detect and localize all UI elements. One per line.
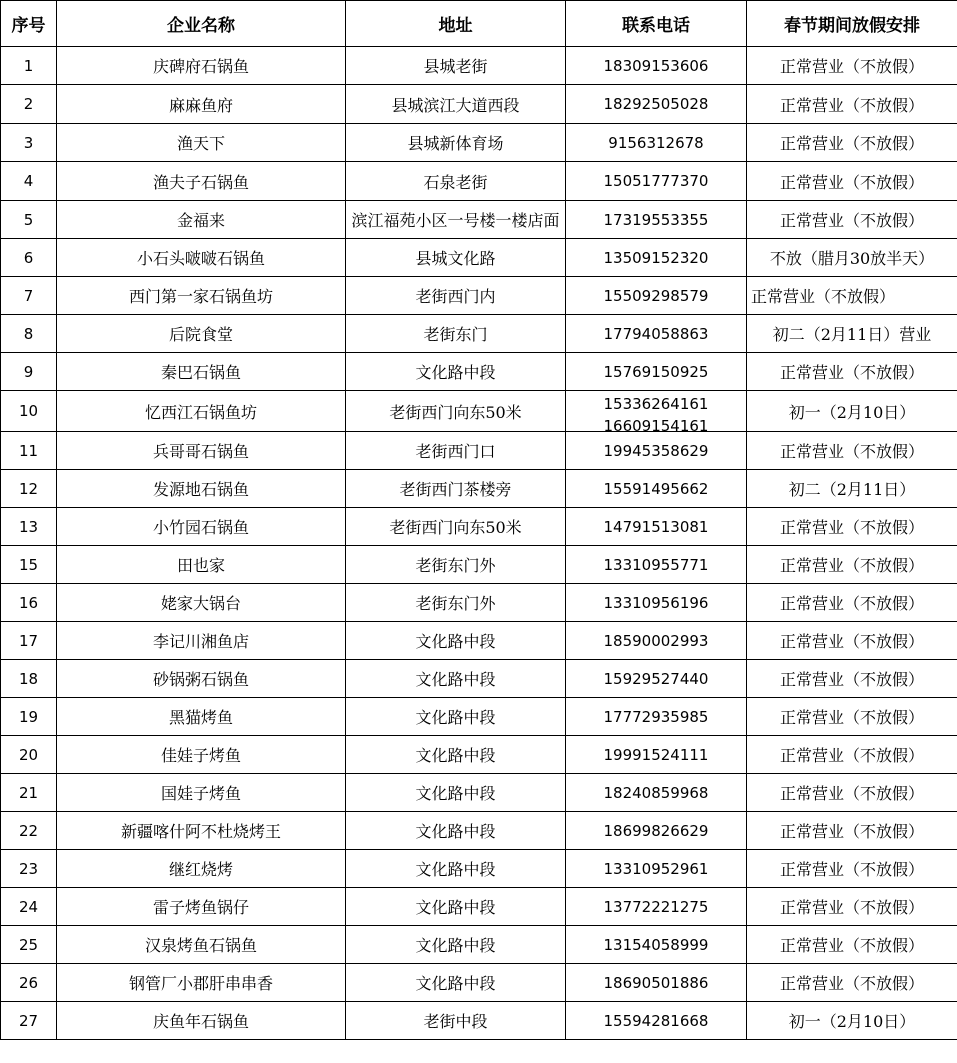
company-name: 佳娃子烤鱼	[57, 736, 346, 774]
company-name: 渔夫子石锅鱼	[57, 162, 346, 201]
row-index: 18	[1, 660, 57, 698]
table-row	[1, 1002, 957, 1040]
address: 文化路中段	[346, 850, 566, 888]
table-row	[1, 124, 957, 162]
row-index: 8	[1, 315, 57, 353]
phone: 13509152320	[566, 239, 747, 277]
header-phone: 联系电话	[566, 1, 747, 47]
company-name: 发源地石锅鱼	[57, 470, 346, 508]
address: 县城新体育场	[346, 124, 566, 162]
address: 文化路中段	[346, 622, 566, 660]
table-row	[1, 391, 957, 432]
table-row	[1, 584, 957, 622]
company-name: 继红烧烤	[57, 850, 346, 888]
company-name: 小石头啵啵石锅鱼	[57, 239, 346, 277]
holiday-schedule: 正常营业（不放假）	[747, 546, 957, 584]
table-row	[1, 546, 957, 584]
row-index: 17	[1, 622, 57, 660]
holiday-schedule: 正常营业（不放假）	[747, 850, 957, 888]
phone: 9156312678	[566, 124, 747, 162]
table-row	[1, 277, 957, 315]
phone: 17319553355	[566, 201, 747, 239]
company-name: 秦巴石锅鱼	[57, 353, 346, 391]
holiday-schedule: 正常营业（不放假）	[747, 660, 957, 698]
holiday-schedule: 正常营业（不放假）	[747, 964, 957, 1002]
address: 文化路中段	[346, 698, 566, 736]
address: 老街西门内	[346, 277, 566, 315]
holiday-schedule: 正常营业（不放假）	[747, 353, 957, 391]
address: 县城文化路	[346, 239, 566, 277]
phone-multi	[566, 391, 747, 432]
company-name: 忆西江石锅鱼坊	[57, 391, 346, 432]
company-name: 西门第一家石锅鱼坊	[57, 277, 346, 315]
phone-lines	[566, 391, 746, 431]
phone: 18690501886	[566, 964, 747, 1002]
row-index: 7	[1, 277, 57, 315]
row-index: 19	[1, 698, 57, 736]
address: 文化路中段	[346, 774, 566, 812]
row-index: 9	[1, 353, 57, 391]
header-row	[1, 1, 957, 47]
company-name: 渔天下	[57, 124, 346, 162]
table-row	[1, 622, 957, 660]
table-row	[1, 47, 957, 85]
phone: 15594281668	[566, 1002, 747, 1040]
holiday-schedule: 正常营业（不放假）	[747, 888, 957, 926]
row-index: 11	[1, 432, 57, 470]
row-index: 5	[1, 201, 57, 239]
company-name: 雷子烤鱼锅仔	[57, 888, 346, 926]
holiday-schedule: 正常营业（不放假）	[747, 812, 957, 850]
phone: 18292505028	[566, 85, 747, 124]
table-row	[1, 774, 957, 812]
table-row	[1, 315, 957, 353]
holiday-schedule: 正常营业（不放假）	[747, 926, 957, 964]
table-row	[1, 470, 957, 508]
address: 县城滨江大道西段	[346, 85, 566, 124]
company-name: 汉泉烤鱼石锅鱼	[57, 926, 346, 964]
holiday-schedule: 不放（腊月30放半天）	[747, 239, 957, 277]
table-row	[1, 432, 957, 470]
phone: 19945358629	[566, 432, 747, 470]
row-index: 21	[1, 774, 57, 812]
row-index: 24	[1, 888, 57, 926]
phone: 18240859968	[566, 774, 747, 812]
holiday-schedule: 正常营业（不放假）	[747, 201, 957, 239]
company-name: 田也家	[57, 546, 346, 584]
holiday-schedule: 初二（2月11日）营业	[747, 315, 957, 353]
phone: 14791513081	[566, 508, 747, 546]
table-row	[1, 162, 957, 201]
holiday-schedule: 正常营业（不放假）	[747, 124, 957, 162]
company-name: 国娃子烤鱼	[57, 774, 346, 812]
holiday-schedule: 初一（2月10日）	[747, 1002, 957, 1040]
phone: 17794058863	[566, 315, 747, 353]
row-index: 27	[1, 1002, 57, 1040]
holiday-schedule: 正常营业（不放假）	[747, 774, 957, 812]
holiday-schedule: 正常营业（不放假）	[747, 85, 957, 124]
table-row	[1, 850, 957, 888]
company-name: 庆碑府石锅鱼	[57, 47, 346, 85]
row-index: 16	[1, 584, 57, 622]
company-name: 黑猫烤鱼	[57, 698, 346, 736]
row-index: 3	[1, 124, 57, 162]
holiday-schedule: 初一（2月10日）	[747, 391, 957, 432]
address: 文化路中段	[346, 736, 566, 774]
table-row	[1, 239, 957, 277]
holiday-schedule: 正常营业（不放假）	[747, 508, 957, 546]
phone: 15769150925	[566, 353, 747, 391]
table-row	[1, 508, 957, 546]
address: 老街东门外	[346, 584, 566, 622]
holiday-schedule: 正常营业（不放假）	[747, 47, 957, 85]
address: 文化路中段	[346, 888, 566, 926]
address: 老街东门	[346, 315, 566, 353]
table-row	[1, 85, 957, 124]
header-holiday-schedule: 春节期间放假安排	[747, 1, 957, 47]
phone: 13310956196	[566, 584, 747, 622]
row-index: 15	[1, 546, 57, 584]
address: 老街西门向东50米	[346, 391, 566, 432]
holiday-schedule: 正常营业（不放假）	[747, 584, 957, 622]
address: 文化路中段	[346, 964, 566, 1002]
phone: 13154058999	[566, 926, 747, 964]
holiday-schedule: 正常营业（不放假）	[747, 162, 957, 201]
table-row	[1, 812, 957, 850]
row-index: 6	[1, 239, 57, 277]
company-name: 新疆喀什阿不杜烧烤王	[57, 812, 346, 850]
table-row	[1, 888, 957, 926]
address: 老街东门外	[346, 546, 566, 584]
company-name: 金福来	[57, 201, 346, 239]
table-row	[1, 353, 957, 391]
address: 老街西门向东50米	[346, 508, 566, 546]
address: 石泉老街	[346, 162, 566, 201]
address: 老街西门口	[346, 432, 566, 470]
company-name: 李记川湘鱼店	[57, 622, 346, 660]
phone: 18309153606	[566, 47, 747, 85]
holiday-schedule: 正常营业（不放假）	[747, 698, 957, 736]
phone: 15051777370	[566, 162, 747, 201]
holiday-schedule: 初二（2月11日）	[747, 470, 957, 508]
address: 老街西门茶楼旁	[346, 470, 566, 508]
phone: 15929527440	[566, 660, 747, 698]
row-index: 2	[1, 85, 57, 124]
phone: 15336264161	[603, 395, 709, 413]
company-name: 麻麻鱼府	[57, 85, 346, 124]
row-index: 26	[1, 964, 57, 1002]
phone: 15509298579	[566, 277, 747, 315]
header-address: 地址	[346, 1, 566, 47]
phone: 18699826629	[566, 812, 747, 850]
row-index: 12	[1, 470, 57, 508]
holiday-schedule: 正常营业（不放假）	[747, 277, 957, 315]
address: 文化路中段	[346, 812, 566, 850]
holiday-schedule: 正常营业（不放假）	[747, 736, 957, 774]
holiday-schedule: 正常营业（不放假）	[747, 622, 957, 660]
address: 文化路中段	[346, 660, 566, 698]
phone-secondary: 16609154161	[603, 417, 709, 431]
company-name: 姥家大锅台	[57, 584, 346, 622]
company-name: 后院食堂	[57, 315, 346, 353]
company-name: 小竹园石锅鱼	[57, 508, 346, 546]
address: 县城老街	[346, 47, 566, 85]
company-name: 兵哥哥石锅鱼	[57, 432, 346, 470]
phone: 13310952961	[566, 850, 747, 888]
row-index: 10	[1, 391, 57, 432]
header-index: 序号	[1, 1, 57, 47]
row-index: 4	[1, 162, 57, 201]
row-index: 20	[1, 736, 57, 774]
holiday-schedule: 正常营业（不放假）	[747, 432, 957, 470]
address: 滨江福苑小区一号楼一楼店面	[346, 201, 566, 239]
table-row	[1, 964, 957, 1002]
row-index: 23	[1, 850, 57, 888]
company-name: 砂锅粥石锅鱼	[57, 660, 346, 698]
table-row	[1, 736, 957, 774]
row-index: 1	[1, 47, 57, 85]
address: 文化路中段	[346, 926, 566, 964]
phone: 15591495662	[566, 470, 747, 508]
table-row	[1, 926, 957, 964]
row-index: 25	[1, 926, 57, 964]
company-name: 钢管厂小郡肝串串香	[57, 964, 346, 1002]
phone: 13310955771	[566, 546, 747, 584]
phone: 13772221275	[566, 888, 747, 926]
address: 老街中段	[346, 1002, 566, 1040]
address: 文化路中段	[346, 353, 566, 391]
table-row	[1, 660, 957, 698]
phone: 18590002993	[566, 622, 747, 660]
phone: 19991524111	[566, 736, 747, 774]
phone: 17772935985	[566, 698, 747, 736]
header-company-name: 企业名称	[57, 1, 346, 47]
table-row	[1, 201, 957, 239]
row-index: 13	[1, 508, 57, 546]
company-name: 庆鱼年石锅鱼	[57, 1002, 346, 1040]
row-index: 22	[1, 812, 57, 850]
table-row	[1, 698, 957, 736]
